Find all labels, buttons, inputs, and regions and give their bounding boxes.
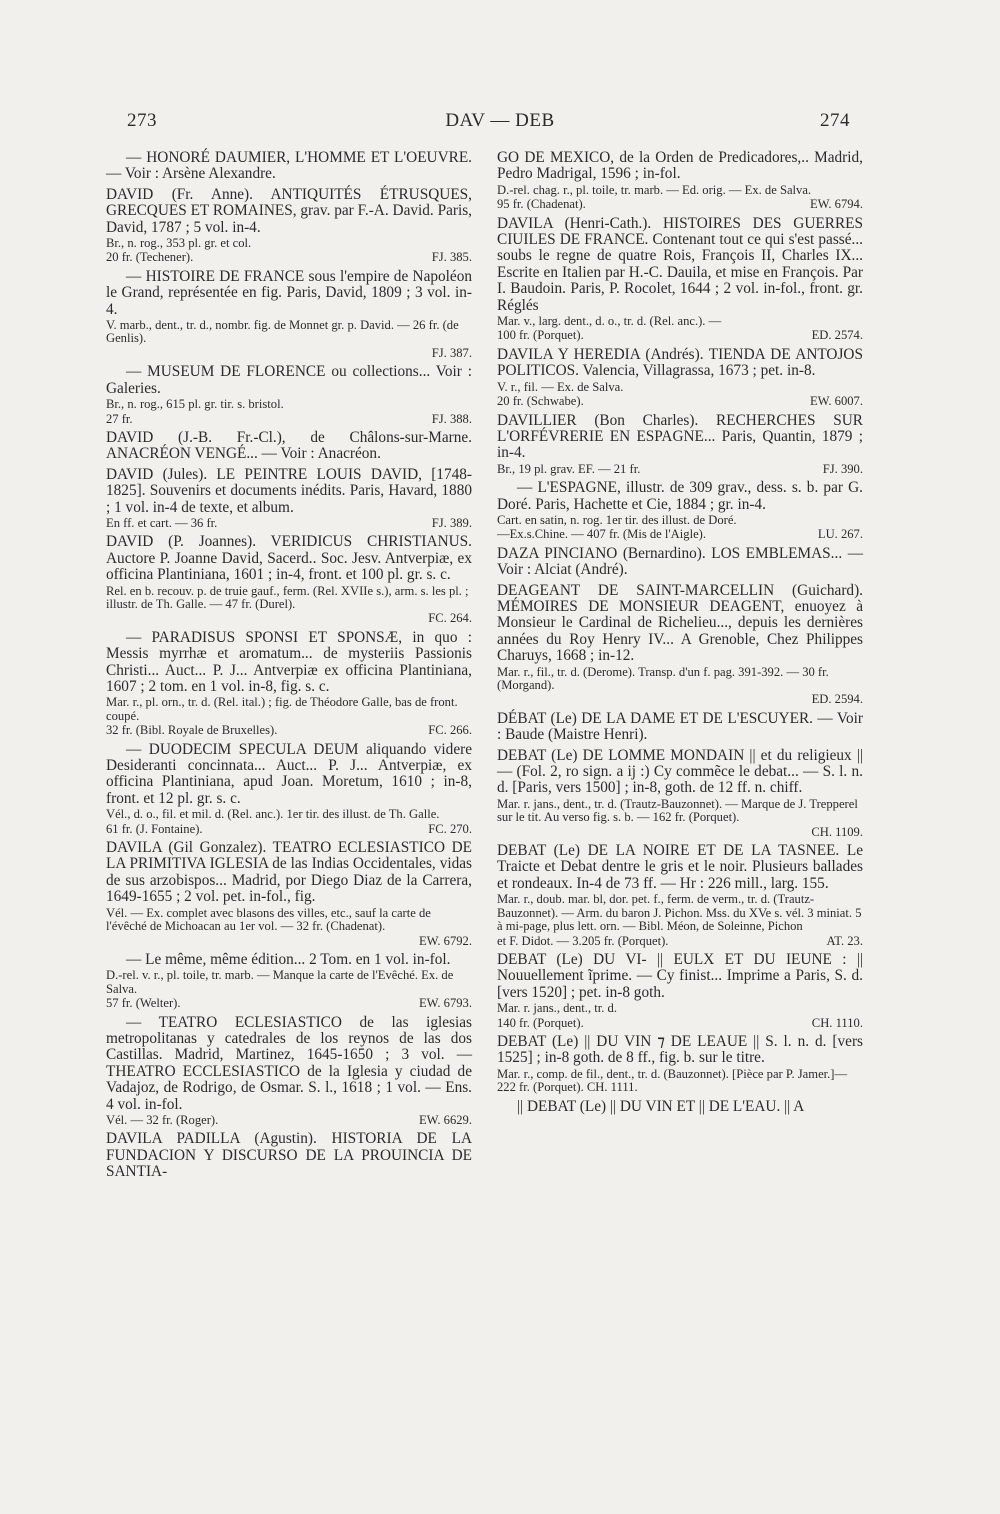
binding-note: V. marb., dent., tr. d., nombr. fig. de Monnet gr. p. David. — 26 fr. (de Genlis). — [106, 318, 459, 346]
entry-description: DAVID (P. Joannes). VERIDICUS CHRISTIANUS. Auctore P. Joanne David, Sacerd.. Soc. Jesv. Antverpiæ, ex officina Plantiniana, 1601 ; in-4, front. et 100 pl. gr. s. c. — [106, 533, 472, 584]
left-page-number: 273 — [127, 110, 157, 131]
entry-description: — HISTOIRE DE FRANCE sous l'empire de Napoléon le Grand, représentée en fig. Paris, David, 1809 ; 3 vol. in-4. — [106, 267, 472, 318]
entry-description: GO DE MEXICO, de la Orden de Predicadores,.. Madrid, Pedro Madrigal, 1596 ; in-fol. — [497, 149, 863, 183]
entry-description: — PARADISUS SPONSI ET SPONSÆ, in quo : Messis myrrhæ et aromatum... de mysteriis Passionis Christi... Auct... P. J... Antverpiæ ex officina Plantiniana, 1607 ; 2 tom. en 1 vol. in-8, fig. s. c. — [106, 628, 472, 695]
catalogue-entry — [106, 952, 472, 1011]
entry-description: — HONORÉ DAUMIER, L'HOMME ET L'OEUVRE. — Voir : Arsène Alexandre. — [106, 149, 472, 183]
entry-description: DAVILA (Henri-Cath.). HISTOIRES DES GUERRES CIUILES DE FRANCE. Contenant tout ce qui s'est passé... soubs le regne de quatre Rois, François II, Charles IX... Escrite en Italien par H.-C. Dauila, et mise en François. Par I. Baudoin. Paris, P. Rocolet, 1644 ; 2 vol. in-fol., front. gr. Réglés — [497, 214, 863, 314]
entry-description: DEAGEANT DE SAINT-MARCELLIN (Guichard). MÉMOIRES DE MONSIEUR DEAGENT, enuoyez à Monsieur le Cardinal de Richelieu..., depuis les dernières années du Roy Henry IV... A Grenoble, Chez Philippes Charuys, 1668 ; in-12. — [497, 581, 863, 665]
sale-line — [106, 347, 472, 360]
sale-price: 95 fr. (Chadenat). — [497, 197, 586, 212]
sale-price: 100 fr. (Porquet). — [497, 328, 584, 343]
sale-price: Br., 19 pl. grav. EF. — 21 fr. — [497, 461, 641, 476]
sale-reference: FJ. 387. — [431, 345, 472, 360]
sale-price: 27 fr. — [106, 411, 133, 426]
entry-description: — Le même, même édition... 2 Tom. en 1 vol. in-fol. — [126, 950, 451, 968]
sale-price: 32 fr. (Bibl. Royale de Bruxelles). — [106, 723, 278, 738]
sale-price: Vél. — 32 fr. (Roger). — [106, 1112, 219, 1127]
sale-price: 20 fr. (Techener). — [106, 250, 194, 265]
binding-note: D.-rel. chag. r., pl. toile, tr. marb. — Ed. orig. — Ex. de Salva. — [497, 182, 812, 197]
catalogue-entry — [106, 269, 472, 360]
sale-line — [497, 528, 863, 541]
catalogue-entry — [497, 711, 863, 744]
sale-line — [497, 198, 863, 211]
sale-reference: CH. 1110. — [811, 1015, 863, 1030]
right-column — [497, 150, 863, 1119]
catalogue-entry — [106, 742, 472, 836]
sale-line — [497, 693, 863, 706]
catalogue-entry — [497, 347, 863, 409]
entry-description: — L'ESPAGNE, illustr. de 309 grav., dess. s. b. par G. Doré. Paris, Hachette et Cie, 1884 ; gr. in-4. — [497, 479, 863, 513]
entry-description: DAVID (J.-B. Fr.-Cl.), de Châlons-sur-Marne. ANACRÉON VENGÉ... — Voir : Anacréon. — [106, 428, 472, 463]
catalogue-entry — [106, 630, 472, 738]
sale-price: 61 fr. (J. Fontaine). — [106, 821, 203, 836]
binding-note: Br., n. rog., 615 pl. gr. tir. s. bristol. — [106, 397, 284, 412]
left-column — [106, 150, 472, 1185]
sale-reference: FC. 266. — [428, 723, 472, 738]
sale-reference: FJ. 390. — [822, 461, 863, 476]
catalogue-entry — [106, 364, 472, 426]
catalogue-entry — [106, 1131, 472, 1180]
right-page-number: 274 — [820, 110, 850, 131]
entry-description: DEBAT (Le) DE LA NOIRE ET DE LA TASNEE. Le Traicte et Debat dentre le gris et le noir. Plusieurs ballades et rondeaux. In-4 de 73 ff. — Hr : 226 mill., larg. 155. — [497, 842, 863, 892]
catalogue-entry — [497, 952, 863, 1030]
sale-price: 57 fr. (Welter). — [106, 996, 181, 1011]
binding-note: Mar. r., pl. orn., tr. d. (Rel. ital.) ; fig. de Théodore Galle, bas de front. coupé. — [106, 695, 458, 723]
sale-price: 140 fr. (Porquet). — [497, 1015, 584, 1030]
catalogue-entry — [106, 187, 472, 265]
entry-description: DEBAT (Le) DE LOMME MONDAIN || et du religieux || — (Fol. 2, ro sign. a ij :) Cy commẽce le debat... — S. l. n. d. [Paris, vers 1500] ; in-8, goth. de 12 ff. n. chiff. — [497, 746, 863, 797]
binding-note: Mar. r. jans., dent., tr. d. — [497, 1001, 617, 1016]
binding-note: Mar. v., larg. dent., d. o., tr. d. (Rel. anc.). — — [497, 314, 722, 329]
sale-reference: FJ. 389. — [431, 515, 472, 530]
sale-line — [106, 517, 472, 530]
entry-description: DAVID (Fr. Anne). ANTIQUITÉS ÉTRUSQUES, GRECQUES ET ROMAINES, grav. par F.-A. David. Paris, David, 1787 ; 5 vol. in-4. — [106, 185, 472, 236]
sale-reference: FJ. 388. — [431, 411, 472, 426]
entry-description: — TEATRO ECLESIASTICO de las iglesias metropolitanas y catedrales de los reynos de las dos Castillas. Madrid, Martinez, 1645-1650 ; 3 vol. — THEATRO ECCLESIASTICO de la Iglesia y ciudad de Vadajoz, de Rodrigo, de Osmar. S. l., 1618 ; 1 vol. — Ens. 4 vol. in-fol. — [106, 1013, 472, 1113]
sale-line — [497, 826, 863, 839]
sale-line — [497, 395, 863, 408]
sale-line — [106, 997, 472, 1010]
catalogue-entry — [497, 546, 863, 579]
entry-description: DÉBAT (Le) DE LA DAME ET DE L'ESCUYER. — Voir : Baude (Maistre Henri). — [497, 709, 863, 744]
catalogue-entry — [106, 430, 472, 463]
sale-line — [106, 935, 472, 948]
sale-reference: EW. 6629. — [418, 1112, 472, 1127]
sale-reference: EW. 6794. — [809, 197, 863, 212]
catalogue-entry — [497, 583, 863, 707]
sale-line — [106, 823, 472, 836]
sale-price: et F. Didot. — 3.205 fr. (Porquet). — [497, 933, 669, 948]
sale-reference: EW. 6793. — [418, 996, 472, 1011]
binding-note: Vél., d. o., fil. et mil. d. (Rel. anc.). 1er tir. des illust. de Th. Galle. — [106, 807, 440, 822]
binding-note: Rel. en b. recouv. p. de truie gauf., ferm. (Rel. XVIIe s.), arm. s. les pl. ; illustr. de Th. Galle. — 47 fr. (Durel). — [106, 583, 469, 611]
sale-reference: EW. 6792. — [418, 933, 472, 948]
binding-note: Br., n. rog., 353 pl. gr. et col. — [106, 236, 252, 251]
sale-line — [106, 724, 472, 737]
catalogue-entry — [106, 467, 472, 531]
entry-description: DAVILA PADILLA (Agustin). HISTORIA DE LA FUNDACION Y DISCURSO DE LA PROUINCIA DE SANTIA- — [106, 1130, 472, 1181]
binding-note: Vél. — Ex. complet avec blasons des villes, etc., sauf la carte de l'évêché de Michoacan au 1er vol. — 32 fr. (Chadenat). — [106, 905, 431, 934]
binding-note: Mar. r. jans., dent., tr. d. (Trautz-Bauzonnet). — Marque de J. Trepperel sur le tit. Au verso fig. s. b. — 162 fr. (Porquet). — [497, 796, 858, 825]
entry-description: DAVILA (Gil Gonzalez). TEATRO ECLESIASTICO DE LA PRIMITIVA IGLESIA de las Indias Occidentales, vidas de sus arzobispos... Madrid, por Diego Diaz de la Carrera, 1649-1655 ; 2 vol. pet. in-fol., fig. — [106, 839, 472, 906]
sale-reference: ED. 2574. — [811, 328, 863, 343]
sale-price: —Ex.s.Chine. — 407 fr. (Mis de l'Aigle). — [497, 527, 706, 542]
catalogue-entry — [497, 748, 863, 839]
sale-reference: LU. 267. — [817, 527, 863, 542]
sale-line — [106, 1114, 472, 1127]
running-title: DAV — DEB — [445, 110, 555, 131]
entry-description: DAVILLIER (Bon Charles). RECHERCHES SUR L'ORFÉVRERIE EN ESPAGNE... Paris, Quantin, 1879 ; in-4. — [497, 411, 863, 462]
binding-note: D.-rel. v. r., pl. toile, tr. marb. — Manque la carte de l'Evêché. Ex. de Salva. — [106, 968, 454, 996]
sale-line — [497, 935, 863, 948]
sale-reference: FC. 264. — [428, 611, 472, 626]
catalogue-entry — [106, 1015, 472, 1128]
catalogue-entry — [497, 480, 863, 542]
sale-line — [106, 251, 472, 264]
sale-price: 20 fr. (Schwabe). — [497, 394, 584, 409]
catalogue-entry — [106, 840, 472, 948]
sale-reference: AT. 23. — [826, 933, 863, 948]
sale-line — [497, 329, 863, 342]
catalogue-entry — [497, 216, 863, 343]
entry-description: DEBAT (Le) DU VI- || EULX ET DU IEUNE : || Nouuellement ĩprime. — Cy finist... Imprime a Paris, S. d. [vers 1520] ; pet. in-8 goth. — [497, 950, 863, 1001]
entry-description: DAVILA Y HEREDIA (Andrés). TIENDA DE ANTOJOS POLITICOS. Valencia, Villagrassa, 1673 ; pet. in-8. — [497, 345, 863, 380]
binding-note: Mar. r., comp. de fil., dent., tr. d. (Bauzonnet). [Pièce par P. Jamer.]— 222 fr. (Porquet). CH. 1111. — [497, 1066, 848, 1095]
entry-description: || DEBAT (Le) || DU VIN ET || DE L'EAU. || A — [517, 1097, 805, 1115]
sale-reference: EW. 6007. — [809, 394, 863, 409]
sale-line — [497, 463, 863, 476]
binding-note: V. r., fil. — Ex. de Salva. — [497, 379, 624, 394]
binding-note: Mar. r., doub. mar. bl, dor. pet. f., ferm. de verm., tr. d. (Trautz-Bauzonnet). — Arm. du baron J. Pichon. Mss. du XVe s. vél. 3 miniat. 5 à mi-page, plus lett. orn. — Bibl. Méon, de Soleinne, Pichon — [497, 892, 862, 934]
catalogue-entry — [497, 150, 863, 212]
sale-reference: FJ. 385. — [431, 250, 472, 265]
catalogue-entry — [497, 413, 863, 477]
catalogue-entry — [497, 1034, 863, 1095]
catalogue-entry — [106, 534, 472, 625]
entry-description: DEBAT (Le) || DU VIN ⁊ DE LEAUE || S. l. n. d. [vers 1525] ; in-8 goth. de 8 ff., fig. b. sur le titre. — [497, 1032, 863, 1067]
entry-description: DAZA PINCIANO (Bernardino). LOS EMBLEMAS... — Voir : Alciat (André). — [497, 544, 863, 579]
sale-line — [497, 1017, 863, 1030]
catalogue-entry — [106, 150, 472, 183]
sale-price: En ff. et cart. — 36 fr. — [106, 515, 218, 530]
entry-description: — DUODECIM SPECULA DEUM aliquando videre Desideranti concinnata... Auct... P. J... Antverpiæ, ex officina Plantiniana, apud Joan. Moretum, 1610 ; in-8, front. et 12 pl. gr. s. c. — [106, 740, 472, 807]
binding-note: Cart. en satin, n. rog. 1er tir. des illust. de Doré. — [497, 512, 737, 527]
entry-description: DAVID (Jules). LE PEINTRE LOUIS DAVID, [1748-1825]. Souvenirs et documents inédits. Paris, Havard, 1880 ; 1 vol. in-4 de texte, et album. — [106, 465, 472, 516]
catalogue-entry — [497, 843, 863, 948]
sale-reference: ED. 2594. — [811, 692, 863, 707]
sale-line — [106, 413, 472, 426]
catalogue-entry — [497, 1099, 863, 1115]
binding-note: Mar. r., fil., tr. d. (Derome). Transp. d'un f. pag. 391-392. — 30 fr. (Morgand). — [497, 664, 829, 692]
sale-line — [106, 612, 472, 625]
sale-reference: FC. 270. — [428, 821, 472, 836]
entry-description: — MUSEUM DE FLORENCE ou collections... Voir : Galeries. — [106, 363, 472, 397]
sale-reference: CH. 1109. — [811, 824, 863, 839]
